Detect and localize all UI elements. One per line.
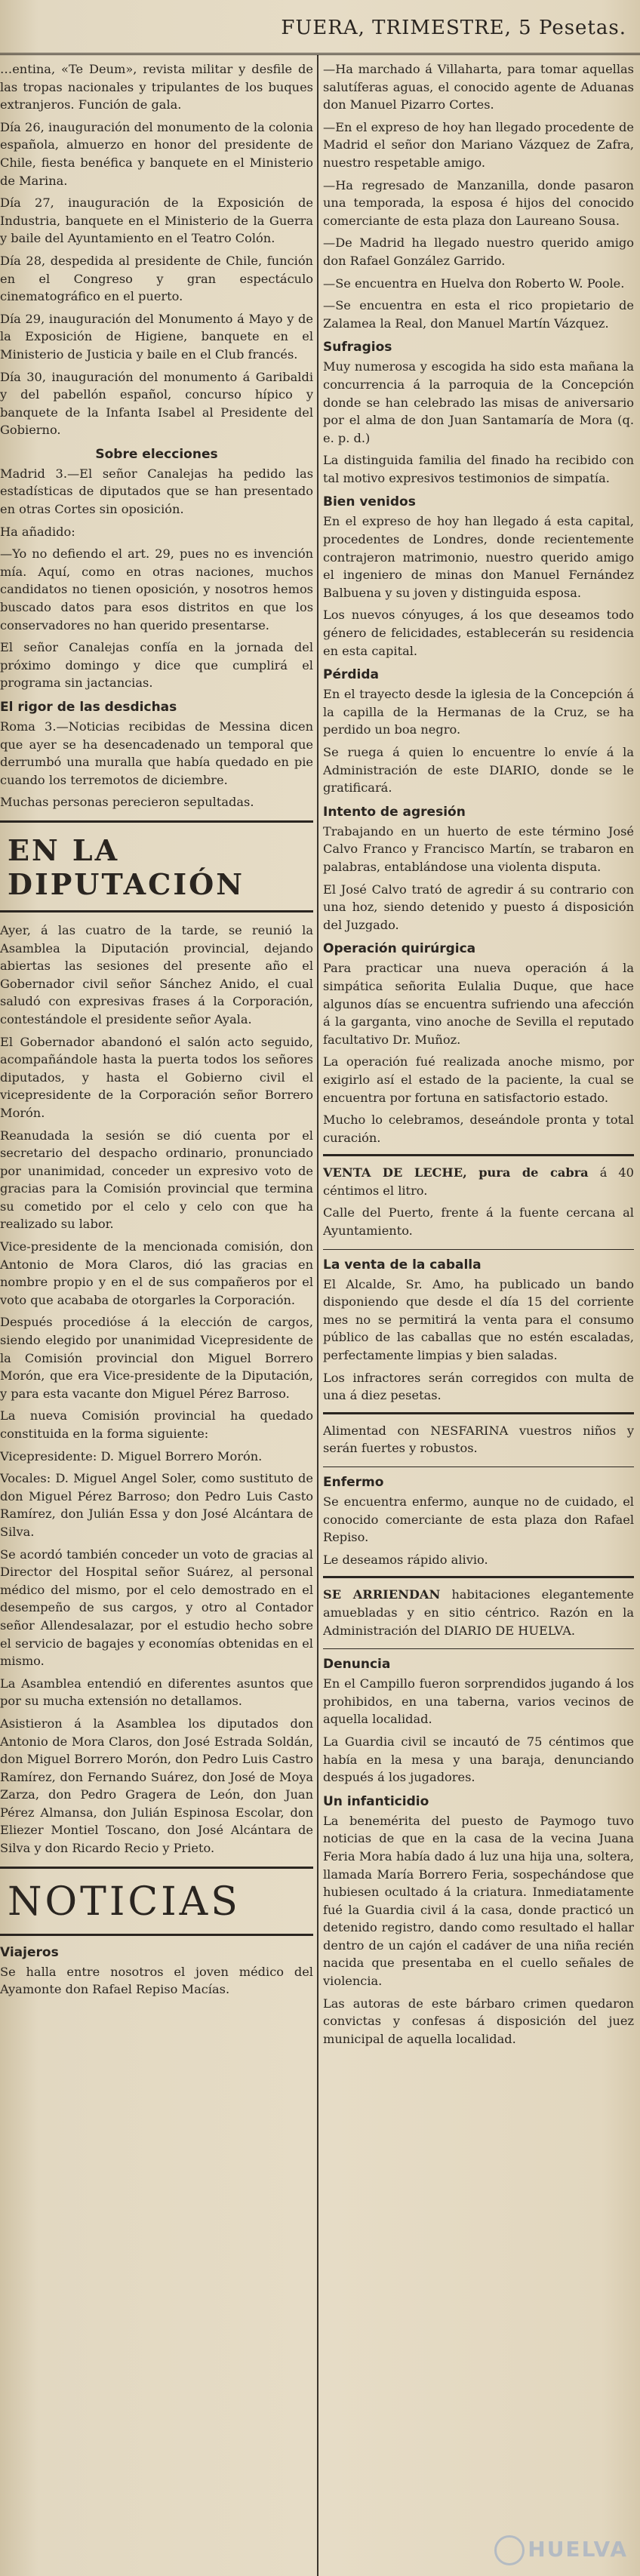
article-paragraph: Después procedióse á la elección de cargos, siendo elegido por unanimidad Vicepresidente de la Comisión provincial don Miguel Borrero Morón, que era Vice-presidente de la Diputación, y para esta vacante don Miguel Pérez Barroso. <box>0 1315 313 1401</box>
article-paragraph: En el expreso de hoy han llegado á esta capital, procedentes de Londres, donde recientemente contrajeron matrimonio, nuestro querido amigo el ingeniero de minas don Manuel Fernández Balbuena y su joven y distinguida esposa. <box>323 514 634 600</box>
article-paragraph: La distinguida familia del finado ha recibido con tal motivo expresivos testimonios de simpatía. <box>323 453 634 485</box>
article-paragraph: …entina, «Te Deum», revista militar y desfile de las tropas nacionales y tripulantes de los buques extranjeros. Función de gala. <box>0 62 313 112</box>
article-paragraph: Día 30, inauguración del monumento á Garibaldi y del pabellón español, concurso hípico y banquete de la Infanta Isabel al Presidente del Gobierno. <box>0 369 313 438</box>
article-paragraph: La Guardia civil se incautó de 75 céntimos que había en la mesa y una baraja, denunciando después á los jugadores. <box>323 1734 634 1785</box>
article-paragraph: Se halla entre nosotros el joven médico del Ayamonte don Rafael Repiso Macías. <box>0 1964 313 1997</box>
section-heading: Sobre elecciones <box>95 446 218 462</box>
article-paragraph: La nueva Comisión provincial ha quedado constituida en la forma siguiente: <box>0 1408 313 1441</box>
article-paragraph: El Gobernador abandonó el salón acto seguido, acompañándole hasta la puerta todos los señores diputados, y hasta el Gobierno civil el vicepresidente de la Corporación señor Borrero Morón. <box>0 1034 313 1120</box>
article-paragraph: El Alcalde, Sr. Amo, ha publicado un bando disponiendo que desde el día 15 del corriente mes no se permitirá la venta para el consumo público de las caballas que no estén escaladas, perfectamente limpias y bien saladas. <box>323 1276 634 1363</box>
archive-watermark <box>494 2535 628 2565</box>
article-paragraph: —Ha marchado á Villaharta, para tomar aquellas salutíferas aguas, el conocido agente de Aduanas don Manuel Pizarro Cortes. <box>323 62 634 112</box>
ad-lead: SE ARRIENDAN <box>323 1587 441 1602</box>
article-paragraph: Día 27, inauguración de la Exposición de Industria, banquete en el Ministerio de la Guerra y baile del Ayuntamiento en el Teatro Colón. <box>0 195 313 246</box>
article-paragraph: Madrid 3.—El señor Canalejas ha pedido las estadísticas de diputados que se han presentado en otras Cortes sin oposición. <box>0 466 313 517</box>
article-paragraph: —Se encuentra en Huelva don Roberto W. Poole. <box>323 275 625 291</box>
section-heading: Pérdida <box>323 667 380 683</box>
article-paragraph: Le deseamos rápido alivio. <box>323 1552 488 1567</box>
article-paragraph: Vicepresidente: D. Miguel Borrero Morón. <box>0 1448 263 1463</box>
subscription-price: FUERA, TRIMESTRE, 5 Pesetas. <box>281 17 626 39</box>
section-heading: Denuncia <box>323 1657 391 1673</box>
page-header <box>0 0 640 55</box>
article-paragraph: El José Calvo trató de agredir á su contrario con una hoz, siendo detenido y puesto á disposición del Juzgado. <box>323 882 634 932</box>
section-heading: Bien venidos <box>323 494 416 510</box>
section-heading: Sufragios <box>323 340 392 355</box>
advertisement-milk <box>323 1154 634 1249</box>
ad-text: habitaciones elegantemente amuebladas y en sitio céntrico. Razón en la Administración del DIARIO DE HUELVA. <box>323 1587 634 1638</box>
article-paragraph: Trabajando en un huerto de este término José Calvo Franco y Francisco Martín, se trabaron en palabras, entablándose una violenta disputa. <box>323 823 634 874</box>
article-paragraph: Roma 3.—Noticias recibidas de Messina dicen que ayer se ha desencadenado un temporal que derrumbó una muralla que había quedado en pie cuando los terremotos de diciembre. <box>0 719 313 787</box>
article-paragraph: La Asamblea entendió en diferentes asuntos que por su mucha extensión no detallamos. <box>0 1676 313 1709</box>
section-heading: Enfermo <box>323 1475 384 1490</box>
column-divider <box>317 54 318 2576</box>
right-column <box>323 60 634 2574</box>
section-heading: Un infanticidio <box>323 1793 429 1809</box>
article-paragraph: Muchas personas perecieron sepultadas. <box>0 795 254 810</box>
article-paragraph: Los nuevos cónyuges, á los que deseamos todo género de felicidades, establecerán su residencia en esta capital. <box>323 608 634 658</box>
article-paragraph: La benemérita del puesto de Paymogo tuvo noticias de que en la casa de la vecina Juana Feria Mora había dado á luz una hija una, soltera, llamada María Borrero Feria, sospechándose que hubiesen ocultado á la criatura. Inmediatamente fué la Guardia civil á la casa, donde practicó un detenido registro, dando como resultado el hallar dentro de un cajón el cadáver de una niña recién nacida que presentaba en el cuello señales de violencia. <box>323 1813 634 1989</box>
article-paragraph: Asistieron á la Asamblea los diputados don Antonio de Mora Claros, don José Estrada Soldán, don Miguel Borrero Morón, don Pedro Luis Castro Ramírez, don Fernando Suárez, don José de Moya Zarza, don Pedro Gragera de León, don Juan Pérez Almansa, don Julián Espinosa Escolar, don Eliezer Montiel Toscano, don José Alcántara de Silva y don Ricardo Recio y Prieto. <box>0 1716 313 1856</box>
article-paragraph: Los infractores serán corregidos con multa de una á diez pesetas. <box>323 1370 634 1403</box>
article-paragraph: Para practicar una nueva operación á la simpática señorita Eulalia Duque, que hace algunos días se encuentra sufriendo una afección á la garganta, vino anoche de Sevilla el reputado facultativo Dr. Muñoz. <box>323 961 634 1047</box>
article-paragraph: Vice-presidente de la mencionada comisión, don Antonio de Mora Claros, dió las gracias en nombre propio y en el de sus compañeros por el voto que acababa de otorgarles la Corporación. <box>0 1239 313 1307</box>
article-paragraph: —Se encuentra en esta el rico propietario de Zalamea la Real, don Manuel Martín Vázquez. <box>323 298 634 331</box>
advertisement-rooms <box>323 1576 634 1649</box>
article-paragraph: Día 26, inauguración del monumento de la colonia española, almuerzo en honor del presidente de Chile, fiesta benéfica y banquete en el Ministerio de Marina. <box>0 119 313 188</box>
article-paragraph: —Ha regresado de Manzanilla, donde pasaron una temporada, la esposa é hijos del conocido comerciante de esta plaza don Laureano Sousa. <box>323 177 634 228</box>
watermark-logo-icon <box>494 2535 525 2565</box>
section-banner-noticias: NOTICIAS <box>0 1867 313 1936</box>
advertisement-nesfarina <box>323 1412 634 1467</box>
ad-text: Calle del Puerto, frente á la fuente cercana al Ayuntamiento. <box>323 1205 634 1239</box>
section-heading: Intento de agresión <box>323 804 466 820</box>
article-paragraph: Día 28, despedida al presidente de Chile, función en el Congreso y gran espectáculo cinematográfico en el puerto. <box>0 253 313 304</box>
article-paragraph: Se ruega á quien lo encuentre lo envíe á la Administración de este DIARIO, donde se le gratificará. <box>323 745 634 796</box>
article-paragraph: El señor Canalejas confía en la jornada del próximo domingo y dice que cumplirá el programa sin jactancias. <box>0 640 313 691</box>
article-paragraph: Ayer, á las cuatro de la tarde, se reunió la Asamblea la Diputación provincial, dejando abiertas las sesiones del presente año el Gobernador civil señor Sánchez Anido, el cual saludó con expresivas frases á la Corporación, contestándole el presidente señor Ayala. <box>0 922 313 1026</box>
article-paragraph: —Yo no defiendo el art. 29, pues no es invención mía. Aquí, como en otras naciones, muchos candidatos no tienen oposición, y nosotros hemos buscado datos para esos distritos en que los conservadores no han querido presentarse. <box>0 546 313 632</box>
article-paragraph: Mucho lo celebramos, deseándole pronta y total curación. <box>323 1113 634 1145</box>
article-paragraph: Día 29, inauguración del Monumento á Mayo y de la Exposición de Higiene, banquete en el Ministerio de Justicia y baile en el Club francés. <box>0 311 313 362</box>
watermark-text: HUELVA <box>528 2537 628 2562</box>
ad-lead: VENTA DE LECHE, pura de cabra <box>323 1165 589 1180</box>
article-paragraph: La operación fué realizada anoche mismo, por exigirlo así el estado de la paciente, la cual se encuentra por fortuna en satisfactorio estado. <box>323 1054 634 1105</box>
article-paragraph: —De Madrid ha llegado nuestro querido amigo don Rafael González Garrido. <box>323 235 634 268</box>
article-paragraph: Las autoras de este bárbaro crimen quedaron convictas y confesas á disposición del juez municipal de aquella localidad. <box>323 1996 634 2046</box>
article-paragraph: Ha añadido: <box>0 524 75 539</box>
ad-text: Alimentad con NESFARINA vuestros niños y serán fuertes y robustos. <box>323 1423 634 1456</box>
article-paragraph: Reanudada la sesión se dió cuenta por el secretario del despacho ordinario, pronunciado por unanimidad, conceder un expresivo voto de gracias para la Comisión provincial que termina su cometido por el celo y celo con que ha realizado su labor. <box>0 1128 313 1232</box>
article-paragraph: Se encuentra enfermo, aunque no de cuidado, el conocido comerciante de esta plaza don Rafael Repiso. <box>323 1494 634 1545</box>
article-paragraph: En el trayecto desde la iglesia de la Concepción á la capilla de la Hermanas de la Cruz, se ha perdido un boa negro. <box>323 687 634 737</box>
section-heading: El rigor de las desdichas <box>0 700 177 715</box>
section-heading: La venta de la caballa <box>323 1257 482 1273</box>
left-column <box>0 60 313 2574</box>
section-heading: Viajeros <box>0 1944 59 1960</box>
article-paragraph: Se acordó también conceder un voto de gracias al Director del Hospital señor Suárez, al personal médico del mismo, por el celo demostrado en el desempeño de sus cargos, y otro al Contador señor Allendesalazar, por el estudio hecho sobre el servicio de bagajes y economías obtenidas en el mismo. <box>0 1547 313 1669</box>
article-paragraph: —En el expreso de hoy han llegado procedente de Madrid el señor don Mariano Vázquez de Zafra, nuestro respetable amigo. <box>323 119 634 170</box>
section-banner: EN LA DIPUTACIÓN <box>0 820 313 913</box>
ad-text: á 40 céntimos el litro. <box>323 1165 634 1198</box>
article-paragraph: Vocales: D. Miguel Angel Soler, como sustituto de don Miguel Pérez Barroso; don Pedro Luis Casto Ramírez, don Julián Essa y don José Alcántara de Silva. <box>0 1471 313 1539</box>
article-paragraph: En el Campillo fueron sorprendidos jugando á los prohibidos, en una taberna, varios vecinos de aquella localidad. <box>323 1676 634 1727</box>
section-heading: Operación quirúrgica <box>323 941 476 957</box>
article-paragraph: Muy numerosa y escogida ha sido esta mañana la concurrencia á la parroquia de la Concepción donde se han celebrado las misas de aniversario por el alma de don Juan Santamaría de Mora (q. e. p. d.) <box>323 359 634 445</box>
